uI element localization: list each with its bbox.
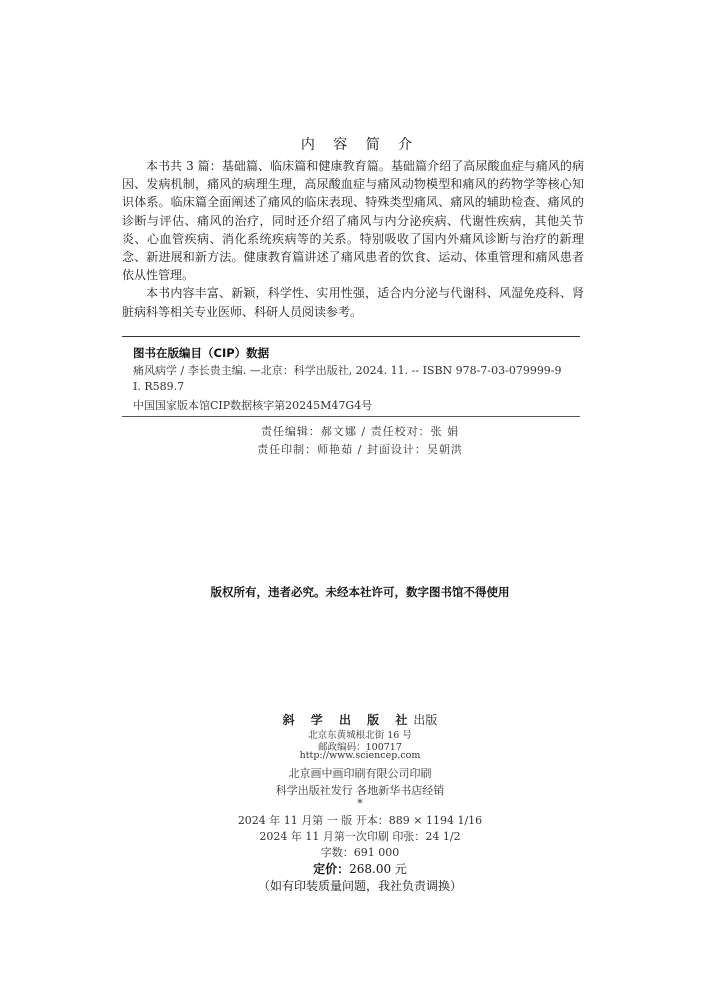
editors-line: 责任编辑：郝文娜 / 责任校对：张 娟 [260, 425, 460, 438]
copyright-notice: 版权所有，违者必究。未经本社许可，数字图书馆不得使用 [210, 585, 510, 599]
cip-record-line: 痛风病学 / 李长贵主编. —北京：科学出版社, 2024. 11. -- ISBN 978-7-03-079999-9 [133, 364, 562, 377]
cip-bottom-rule [122, 416, 580, 417]
distribution-info: 科学出版社发行 各地新华书店经销 [275, 784, 445, 797]
summary-paragraph: 本书内容丰富、新颖，科学性、实用性强，适合内分泌与代谢科、风湿免疫科、肾脏病科等相关专业医师、科研人员阅读参考。 [122, 286, 584, 319]
price [0, 860, 720, 877]
publisher-logo-text: 斜 学 出 版 社 [282, 713, 414, 727]
printing-info: 2024 年 11 月第一次印刷 印张：24 1/2 [259, 830, 461, 843]
summary-paragraph: 本书共 3 篇：基础篇、临床篇和健康教育篇。基础篇介绍了高尿酸血症与痛风的病因、发病机制，痛风的病理生理，高尿酸血症与痛风动物模型和痛风的药物学等核心知识体系。临床篇全面阐述了痛风的临床表现、特殊类型痛风、痛风的辅助检查、痛风的诊断与评估、痛风的治疗，同时还介绍了痛风与内分泌疾病、代谢性疾病，其他关节炎、心血管疾病、消化系统疾病等的关系。特别吸收了国内外痛风诊断与治疗的新理念、新进展和新方法。健康教育篇讲述了痛风患者的饮食、运动、体重管理和痛风患者依从性管理。 [122, 159, 584, 283]
price-value: 268.00 元 [349, 862, 407, 876]
edition-info: 2024 年 11 月第 一 版 开本：889 × 1194 1/16 [237, 814, 483, 827]
price-label: 定价： [313, 862, 350, 876]
publisher-name [0, 711, 720, 728]
publisher-url: http://www.sciencep.com [299, 750, 421, 761]
cip-heading: 图书在版编目（CIP）数据 [133, 346, 270, 360]
production-line: 责任印制：师艳茹 / 封面设计：吴朝洪 [257, 443, 463, 456]
printer-info: 北京画中画印刷有限公司印刷 [288, 767, 432, 780]
publisher-postcode: 邮政编码：100717 [318, 742, 402, 753]
publisher-address: 北京东黄城根北街 16 号 [308, 730, 412, 741]
quality-note: （如有印装质量问题，我社负责调换） [257, 879, 462, 893]
cip-number: 中国国家版本馆CIP数据核字第20245M47G4号 [133, 399, 373, 412]
cip-top-rule [122, 336, 580, 337]
word-count: 字数：691 000 [320, 846, 400, 859]
summary-body [122, 157, 584, 321]
cip-classification: Ⅰ. R589.7 [133, 380, 185, 393]
publisher-suffix: 出版 [413, 713, 438, 727]
summary-title: 内 容 简 介 [300, 137, 420, 153]
separator-star: * [357, 797, 363, 810]
